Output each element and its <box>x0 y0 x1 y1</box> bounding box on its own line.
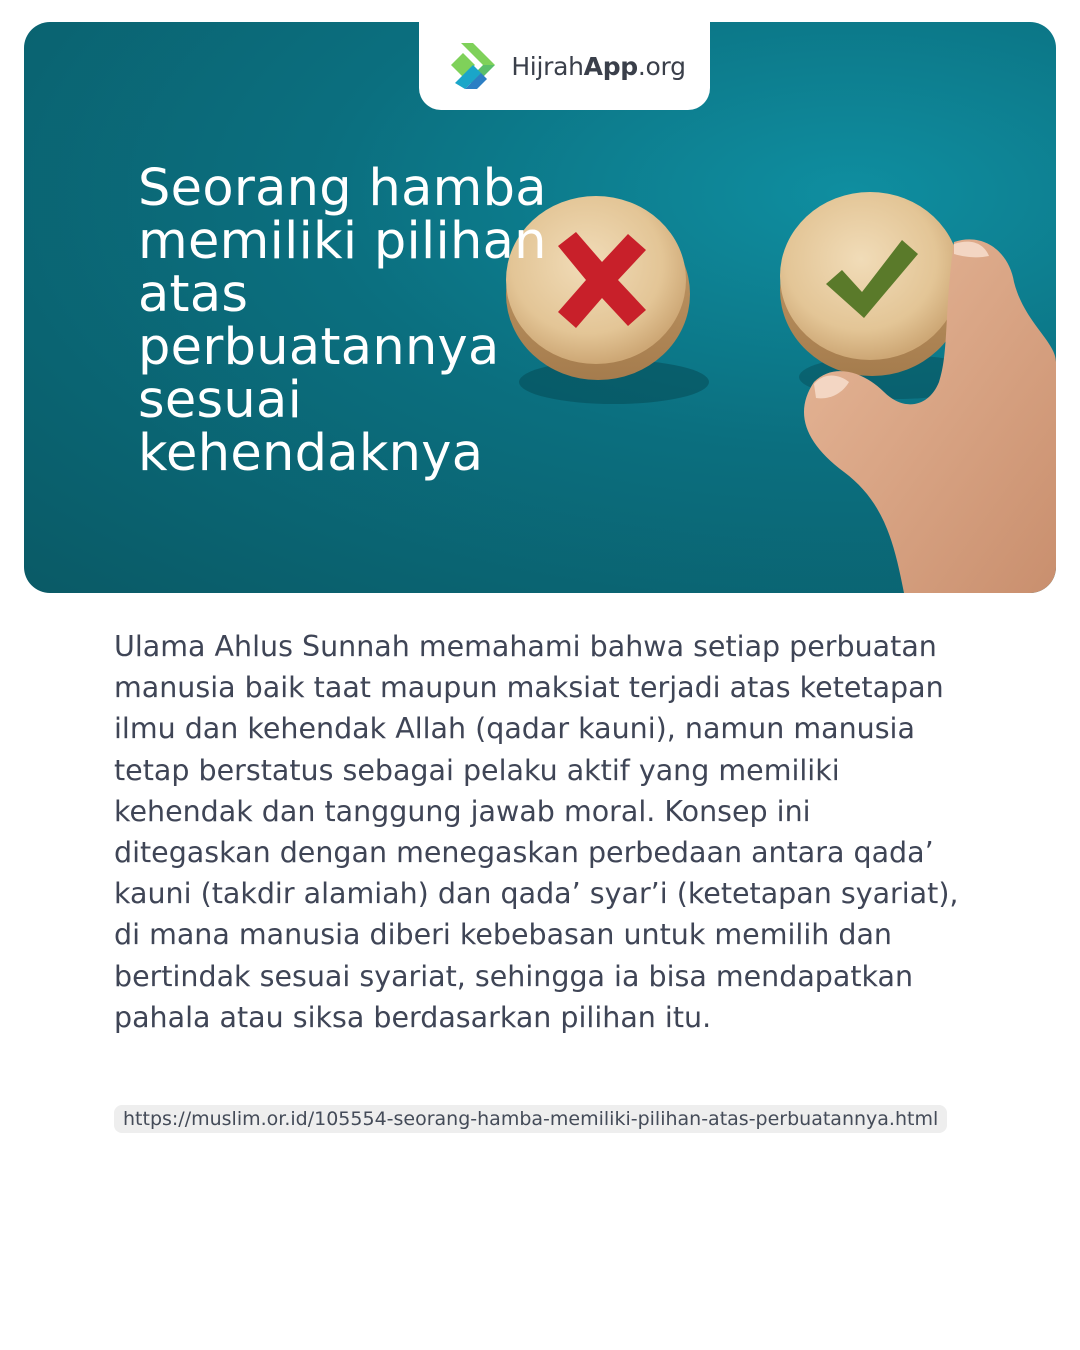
logo-text: HijrahApp.org <box>511 51 686 81</box>
page-title: Seorang hamba memiliki pilihan atas perbuatannya sesuai kehendaknya <box>138 159 547 483</box>
hijrahapp-logo-icon <box>443 35 505 97</box>
logo[interactable] <box>419 22 710 110</box>
source-link[interactable]: https://muslim.or.id/105554-seorang-hamba-memiliki-pilihan-atas-perbuatannya.html <box>114 1105 947 1133</box>
hero-banner <box>24 22 1056 593</box>
check-disc <box>780 192 964 376</box>
article-paragraph: Ulama Ahlus Sunnah memahami bahwa setiap perbuatan manusia baik taat maupun maksiat terjadi atas ketetapan ilmu dan kehendak Allah (qadar kauni), namun manusia tetap berstatus sebagai pelaku aktif yang memiliki kehendak dan tanggung jawab moral. Konsep ini ditegaskan dengan menegaskan perbedaan antara qada’ kauni (takdir alamiah) dan qada’ syar’i (ketetapan syariat), di mana manusia diberi kebebasan untuk memilih dan bertindak sesuai syariat, sehingga ia bisa mendapatkan pahala atau siksa berdasarkan pilihan itu. <box>114 630 959 1034</box>
